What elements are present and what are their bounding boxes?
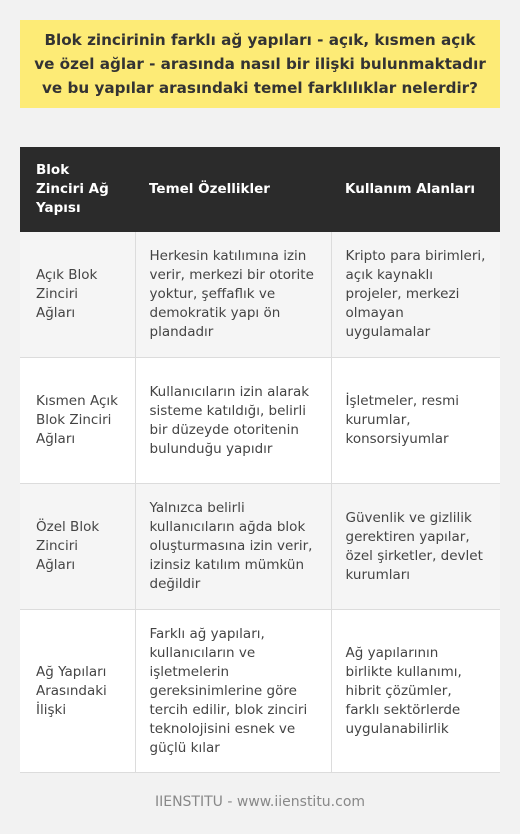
footer-credit: IIENSTITU - www.iienstitu.com (154, 794, 366, 810)
cell-use-cases: İşletmeler, resmi kurumlar, konsorsiyumlar (331, 358, 500, 484)
header-network-structure: Blok Zinciri Ağ Yapısı (20, 147, 135, 232)
table-row-public (20, 232, 500, 358)
table-row-relationship (20, 610, 500, 773)
table-row-private (20, 484, 500, 610)
cell-key-features: Farklı ağ yapıları, kullanıcıların ve işletmelerin gereksinimlerine göre tercih edilir, blok zinciri teknolojisini esnek ve güçlü kılar (135, 610, 331, 773)
table-row-consortium (20, 358, 500, 484)
cell-use-cases: Güvenlik ve gizlilik gerektiren yapılar, özel şirketler, devlet kurumları (331, 484, 500, 610)
cell-use-cases: Kripto para birimleri, açık kaynaklı projeler, merkezi olmayan uygulamalar (331, 232, 500, 358)
header-use-cases: Kullanım Alanları (331, 147, 500, 232)
cell-use-cases: Ağ yapılarının birlikte kullanımı, hibrit çözümler, farklı sektörlerde uygulanabilirlik (331, 610, 500, 773)
cell-key-features: Kullanıcıların izin alarak sisteme katıldığı, belirli bir düzeyde otoritenin bulunduğu yapıdır (135, 358, 331, 484)
cell-network-structure: Açık Blok Zinciri Ağları (20, 232, 135, 358)
cell-key-features: Herkesin katılımına izin verir, merkezi bir otorite yoktur, şeffaflık ve demokratik yapı ön plandadır (135, 232, 331, 358)
table-header (20, 147, 500, 232)
title-banner (20, 20, 500, 108)
cell-network-structure: Özel Blok Zinciri Ağları (20, 484, 135, 610)
page-title: Blok zincirinin farklı ağ yapıları - açık, kısmen açık ve özel ağlar - arasında nasıl bir ilişki bulunmaktadır ve bu yapılar arasındaki temel farklılıklar nelerdir? (34, 31, 486, 97)
cell-network-structure: Ağ Yapıları Arasındaki İlişki (20, 610, 135, 773)
cell-key-features: Yalnızca belirli kullanıcıların ağda blok oluşturmasına izin verir, izinsiz katılım mümkün değildir (135, 484, 331, 610)
table-body (20, 232, 500, 773)
header-key-features: Temel Özellikler (135, 147, 331, 232)
header-row (20, 147, 500, 232)
cell-network-structure: Kısmen Açık Blok Zinciri Ağları (20, 358, 135, 484)
comparison-table (20, 147, 500, 773)
